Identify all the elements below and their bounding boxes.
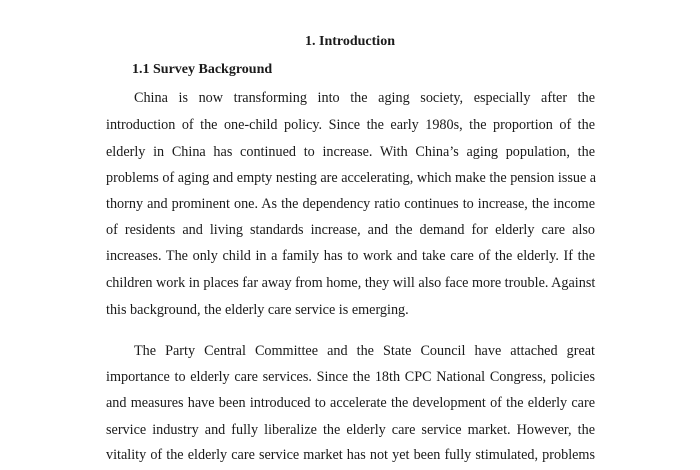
- paragraph-1-line: problems of aging and empty nesting are accelerating, which make the pension issue a: [106, 170, 597, 186]
- paragraph-2-line: importance to elderly care services. Since the 18th CPC National Congress, policies: [106, 369, 595, 385]
- paragraph-1-line: this background, the elderly care service is emerging.: [106, 302, 409, 318]
- paragraph-2-line: service industry and fully liberalize the elderly care service market. However, the: [106, 422, 595, 438]
- paragraph-2-line: and measures have been introduced to accelerate the development of the elderly care: [106, 395, 595, 411]
- paragraph-1-line: introduction of the one-child policy. Since the early 1980s, the proportion of the: [106, 117, 595, 133]
- paragraph-1-line: thorny and prominent one. As the dependency ratio continues to increase, the income: [106, 196, 595, 212]
- subsection-heading: 1.1 Survey Background: [132, 62, 273, 77]
- paragraph-2-line: The Party Central Committee and the State Council have attached great: [134, 343, 595, 359]
- paragraph-1-line: elderly in China has continued to increase. With China’s aging population, the: [106, 144, 595, 160]
- paragraph-1-line: of residents and living standards increase, and the demand for elderly care also: [106, 222, 595, 238]
- paragraph-2-line: vitality of the elderly care service market has not yet been fully stimulated, problems: [106, 447, 595, 463]
- paragraph-1-line: increases. The only child in a family has to work and take care of the elderly. If the: [106, 248, 595, 264]
- paragraph-1-line: children work in places far away from home, they will also face more trouble. Against: [106, 275, 596, 291]
- section-heading: 1. Introduction: [305, 34, 395, 49]
- paragraph-1-line: China is now transforming into the aging society, especially after the: [134, 90, 595, 106]
